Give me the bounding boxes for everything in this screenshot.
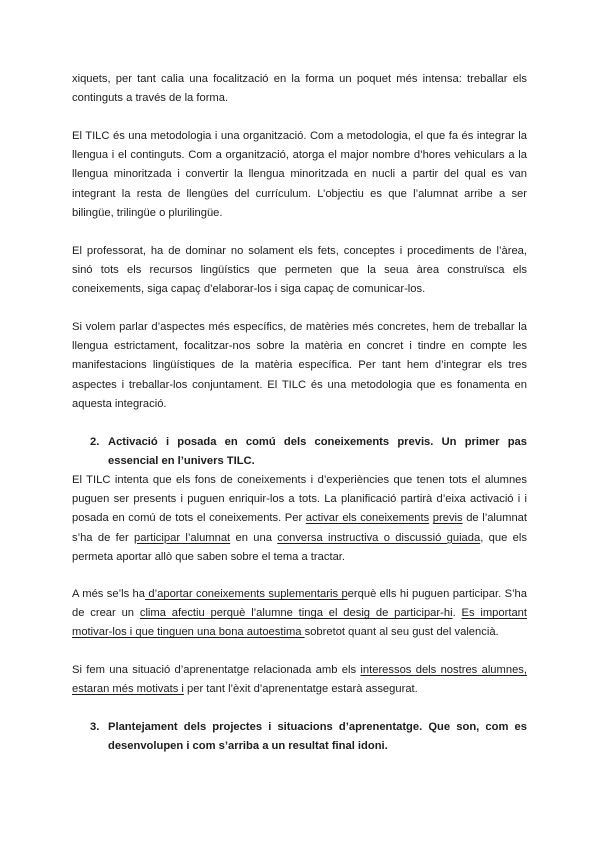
text-run: per tant l’èxit d’aprenentatge estarà assegurat. <box>183 683 418 696</box>
heading-number: 2. <box>90 436 100 448</box>
text-run: , que els permeta aportar allò que saben sobre el tema a tractar. <box>72 531 527 563</box>
text-run: erquè ells hi puguen participar. S’ha de crear un <box>72 588 528 620</box>
text-run: . <box>452 607 462 620</box>
underlined-text: d’aportar coneixements suplementaris p <box>145 588 348 600</box>
heading-section-2 <box>90 433 527 471</box>
paragraph-tilc-definition: El TILC és una metodologia i una organització. Com a metodologia, el que fa és integrar la llengua i el continguts. Com a organització, atorga el major nombre d’hores vehiculars a la llengua minoritzada i convertir la llengua minoritzada en nucli a partir del qual es van integrant la resta de llengües del currículum. L’objectiu es que l’alumnat arribe a ser bilingüe, trilingüe o plurilingüe. <box>72 130 527 219</box>
paragraph-situacio-aprenentatge <box>72 661 527 699</box>
heading-text: Plantejament dels projectes i situacions d’aprenentatge. Que son, com es desenvolupen i com s’arriba a un resultat final idoni. <box>108 721 527 753</box>
text-run: sobretot quant al seu gust del valencià. <box>304 626 499 639</box>
underlined-text: participar l’alumnat <box>134 531 231 544</box>
underlined-text: previs <box>432 512 463 525</box>
paragraph-forma: xiquets, per tant calia una focalització en la forma un poquet més intensa: treballar els continguts a través de la forma. <box>72 73 527 105</box>
text-run: de l’alumnat s’ha de fer <box>72 512 527 544</box>
text-run: en una <box>230 531 278 544</box>
paragraph-professorat: El professorat, ha de dominar no solament els fets, conceptes i procediments de l’àrea, sinó tots els recursos lingüístics que permeten que la seua àrea construïsca els coneixements, siga capaç d’elaborar-los i siga capaç de comunicar-los. <box>72 245 527 296</box>
heading-number: 3. <box>90 721 100 733</box>
underlined-text: activar els coneixements <box>305 512 430 525</box>
text-run: A més se’ls ha <box>72 588 146 600</box>
paragraph-activacio <box>72 471 527 567</box>
underlined-text: Es important motivar-los i que tinguen una bona autoestima <box>72 607 528 639</box>
paragraph-coneixements-suplementaris <box>72 585 527 643</box>
heading-section-3 <box>90 718 527 756</box>
underlined-text: conversa instructiva o discussió guiada <box>277 531 481 544</box>
underlined-text: interessos dels nostres alumnes, estaran més motivats i <box>72 664 527 696</box>
paragraph-aspectes: Si volem parlar d’aspectes més específics, de matèries més concretes, hem de treballar la llengua estrictament, focalitzar-nos sobre la matèria en concret i tindre en compte les manifestacions lingüístiques de la matèria específica. Per tant hem d’integrar els tres aspectes i treballar-los conjuntament. El TILC és una metodologia que es fonamenta en aquesta integració. <box>72 321 527 410</box>
text-run: Si fem una situació d’aprenentatge relacionada amb els <box>72 664 361 676</box>
heading-text: Activació i posada en comú dels coneixements previs. Un primer pas essencial en l’univers TILC. <box>108 436 527 468</box>
underlined-text: clima afectiu perquè l’alumne tinga el desig de participar-hi <box>139 607 453 620</box>
text-run: El TILC intenta que els fons de coneixements i d’experiències que tenen tots el alumnes puguen ser presents i puguen enriquir-los a tots. La planificació partirà d’eixa activació i i posada en comú de tots el coneixements. Per <box>72 474 527 525</box>
